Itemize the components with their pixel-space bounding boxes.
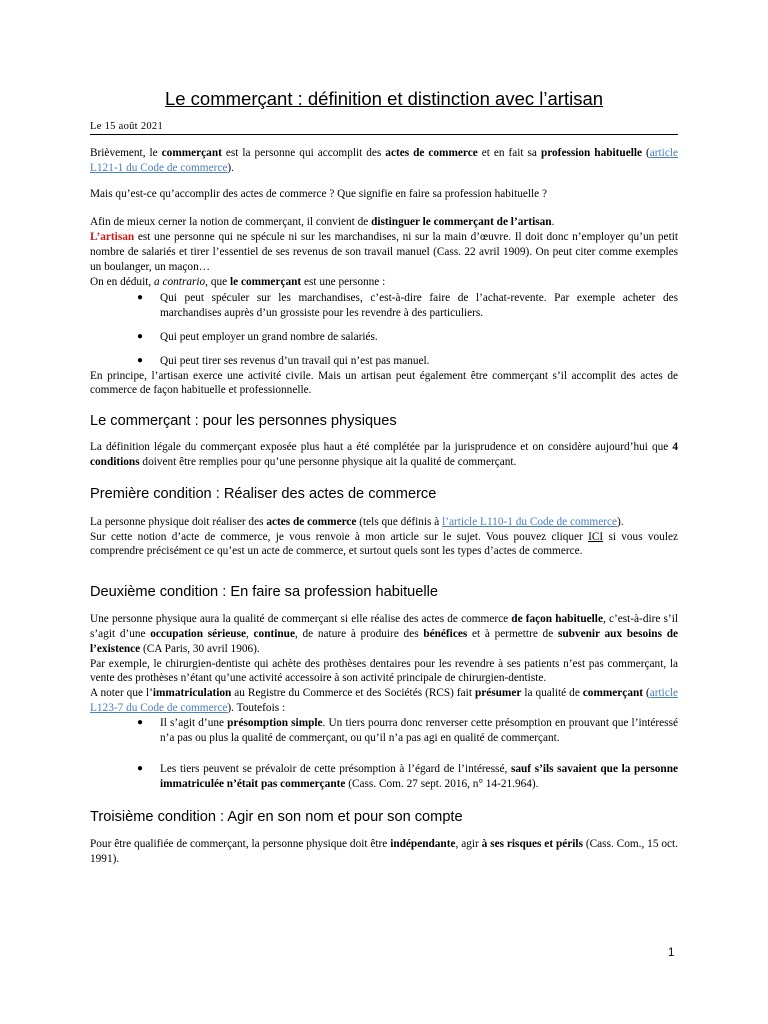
bullet-icon: ● [137,716,144,728]
list-item: ● Les tiers peuvent se prévaloir de cette présomption à l’égard de l’intéressé, sauf s’ils savaient que la personne immatriculée n’était pas commerçante (Cass. Com. 27 sept. 2016, n° 14-21.964). [137,763,678,791]
paragraph-civil-activity: En principe, l’artisan exerce une activité civile. Mais un artisan peut également être commerçant s’il accomplit des actes de commerce de façon habituelle et professionnelle. [90,369,678,397]
list-item: ● Qui peut tirer ses revenus d’un travail qui n’est pas manuel. [137,354,430,367]
ici-link[interactable]: ICI [588,530,604,543]
document-title: Le commerçant : définition et distinction avec l’artisan [164,88,604,109]
artisan-term: L’artisan [90,231,135,244]
paragraph-a-contrario: On en déduit, a contrario, que le commerçant est une personne : [90,275,386,288]
bullet-icon: ● [137,292,144,304]
article-l121-1-link[interactable]: article L121-1 du Code de commerce [90,147,678,174]
list-item: ● Il s’agit d’une présomption simple. Un tiers pourra donc renverser cette présomption en prouvant que l’intéressé n’a pas ou plus la qualité de commerçant, ou qu’il n’a pas agi en qualité de commerçant. [137,716,678,744]
paragraph-click-here: Sur cette notion d’acte de commerce, je vous renvoie à mon article sur le sujet. Vous pouvez cliquer ICI si vous voulez comprendre précisément ce qu’est un acte de commerce, et surtout quels sont les types d’actes de commerce. [90,530,678,558]
date-line: Le 15 août 2021 [90,120,678,135]
paragraph-habitual: Une personne physique aura la qualité de commerçant si elle réalise des actes de commerce de façon habituelle, c’est-à-dire s’il s’agit d’une occupation sérieuse, continue, de nature à produire des bénéfices et à permettre de subvenir aux besoins de l’existence (CA Paris, 30 avril 1906). [90,613,678,655]
bullet-icon: ● [137,763,144,775]
paragraph-independent: Pour être qualifiée de commerçant, la personne physique doit être indépendante, agir à ses risques et périls (Cass. Com., 15 oct. 1991). [90,837,678,865]
paragraph-distinguish: Afin de mieux cerner la notion de commerçant, il convient de distinguer le commerçant de l’artisan. [90,216,555,229]
page-number: 1 [668,947,675,959]
section-heading: Troisième condition : Agir en son nom et pour son compte [90,808,463,825]
paragraph-acts: La personne physique doit réaliser des actes de commerce (tels que définis à l’article L110-1 du Code de commerce). [90,515,624,528]
paragraph-four-conditions: La définition légale du commerçant exposée plus haut a été complétée par la jurisprudence et on considère aujourd’hui que 4 conditions doivent être remplies pour qu’une personne physique ait la qualité de commerçant. [90,441,678,468]
presumption-list [90,716,678,792]
section-heading: Première condition : Réaliser des actes de commerce [90,485,437,502]
article-l110-1-link[interactable]: l’article L110-1 du Code de commerce [442,515,618,528]
bullet-icon: ● [137,330,144,342]
bullet-icon: ● [137,354,144,366]
list-item: ● Qui peut employer un grand nombre de salariés. [137,330,378,343]
section-heading: Deuxième condition : En faire sa profession habituelle [90,584,439,601]
merchant-traits-list [90,291,678,368]
paragraph-dentist-example: Par exemple, le chirurgien-dentiste qui achète des prothèses dentaires pour les revendre à ses patients n’est pas commerçant, la vente des prothèses n’étant qu’une activité accessoire à son activité principale de chirurgien-dentiste. [90,657,678,685]
document-body [90,86,678,867]
section-heading: Le commerçant : pour les personnes physiques [90,413,397,430]
paragraph-question: Mais qu’est-ce qu’accomplir des actes de commerce ? Que signifie en faire sa profession habituelle ? [90,187,548,200]
paragraph-artisan: L’artisan est une personne qui ne spécule ni sur les marchandises, ni sur la main d’œuvre. Il doit donc n’employer qu’un petit nombre de salariés et tirer l’essentiel de ses revenus de son travail manuel (Cass. 22 avril 1909). On peut citer comme exemples un boulanger, un maçon… [90,231,678,273]
article-l123-7-link[interactable]: article L123-7 du Code de commerce [90,687,678,714]
paragraph-registration: A noter que l’immatriculation au Registre du Commerce et des Sociétés (RCS) fait présumer la qualité de commerçant (article L123-7 du Code de commerce). Toutefois : [90,687,678,714]
list-item: ● Qui peut spéculer sur les marchandises, c’est-à-dire faire de l’achat-revente. Par exemple acheter des marchandises auprès d’un grossiste pour les revendre à des particuliers. [137,292,678,320]
paragraph-definition: Brièvement, le commerçant est la personne qui accomplit des actes de commerce et en fait sa profession habituelle (article L121-1 du Code de commerce). [90,147,678,174]
